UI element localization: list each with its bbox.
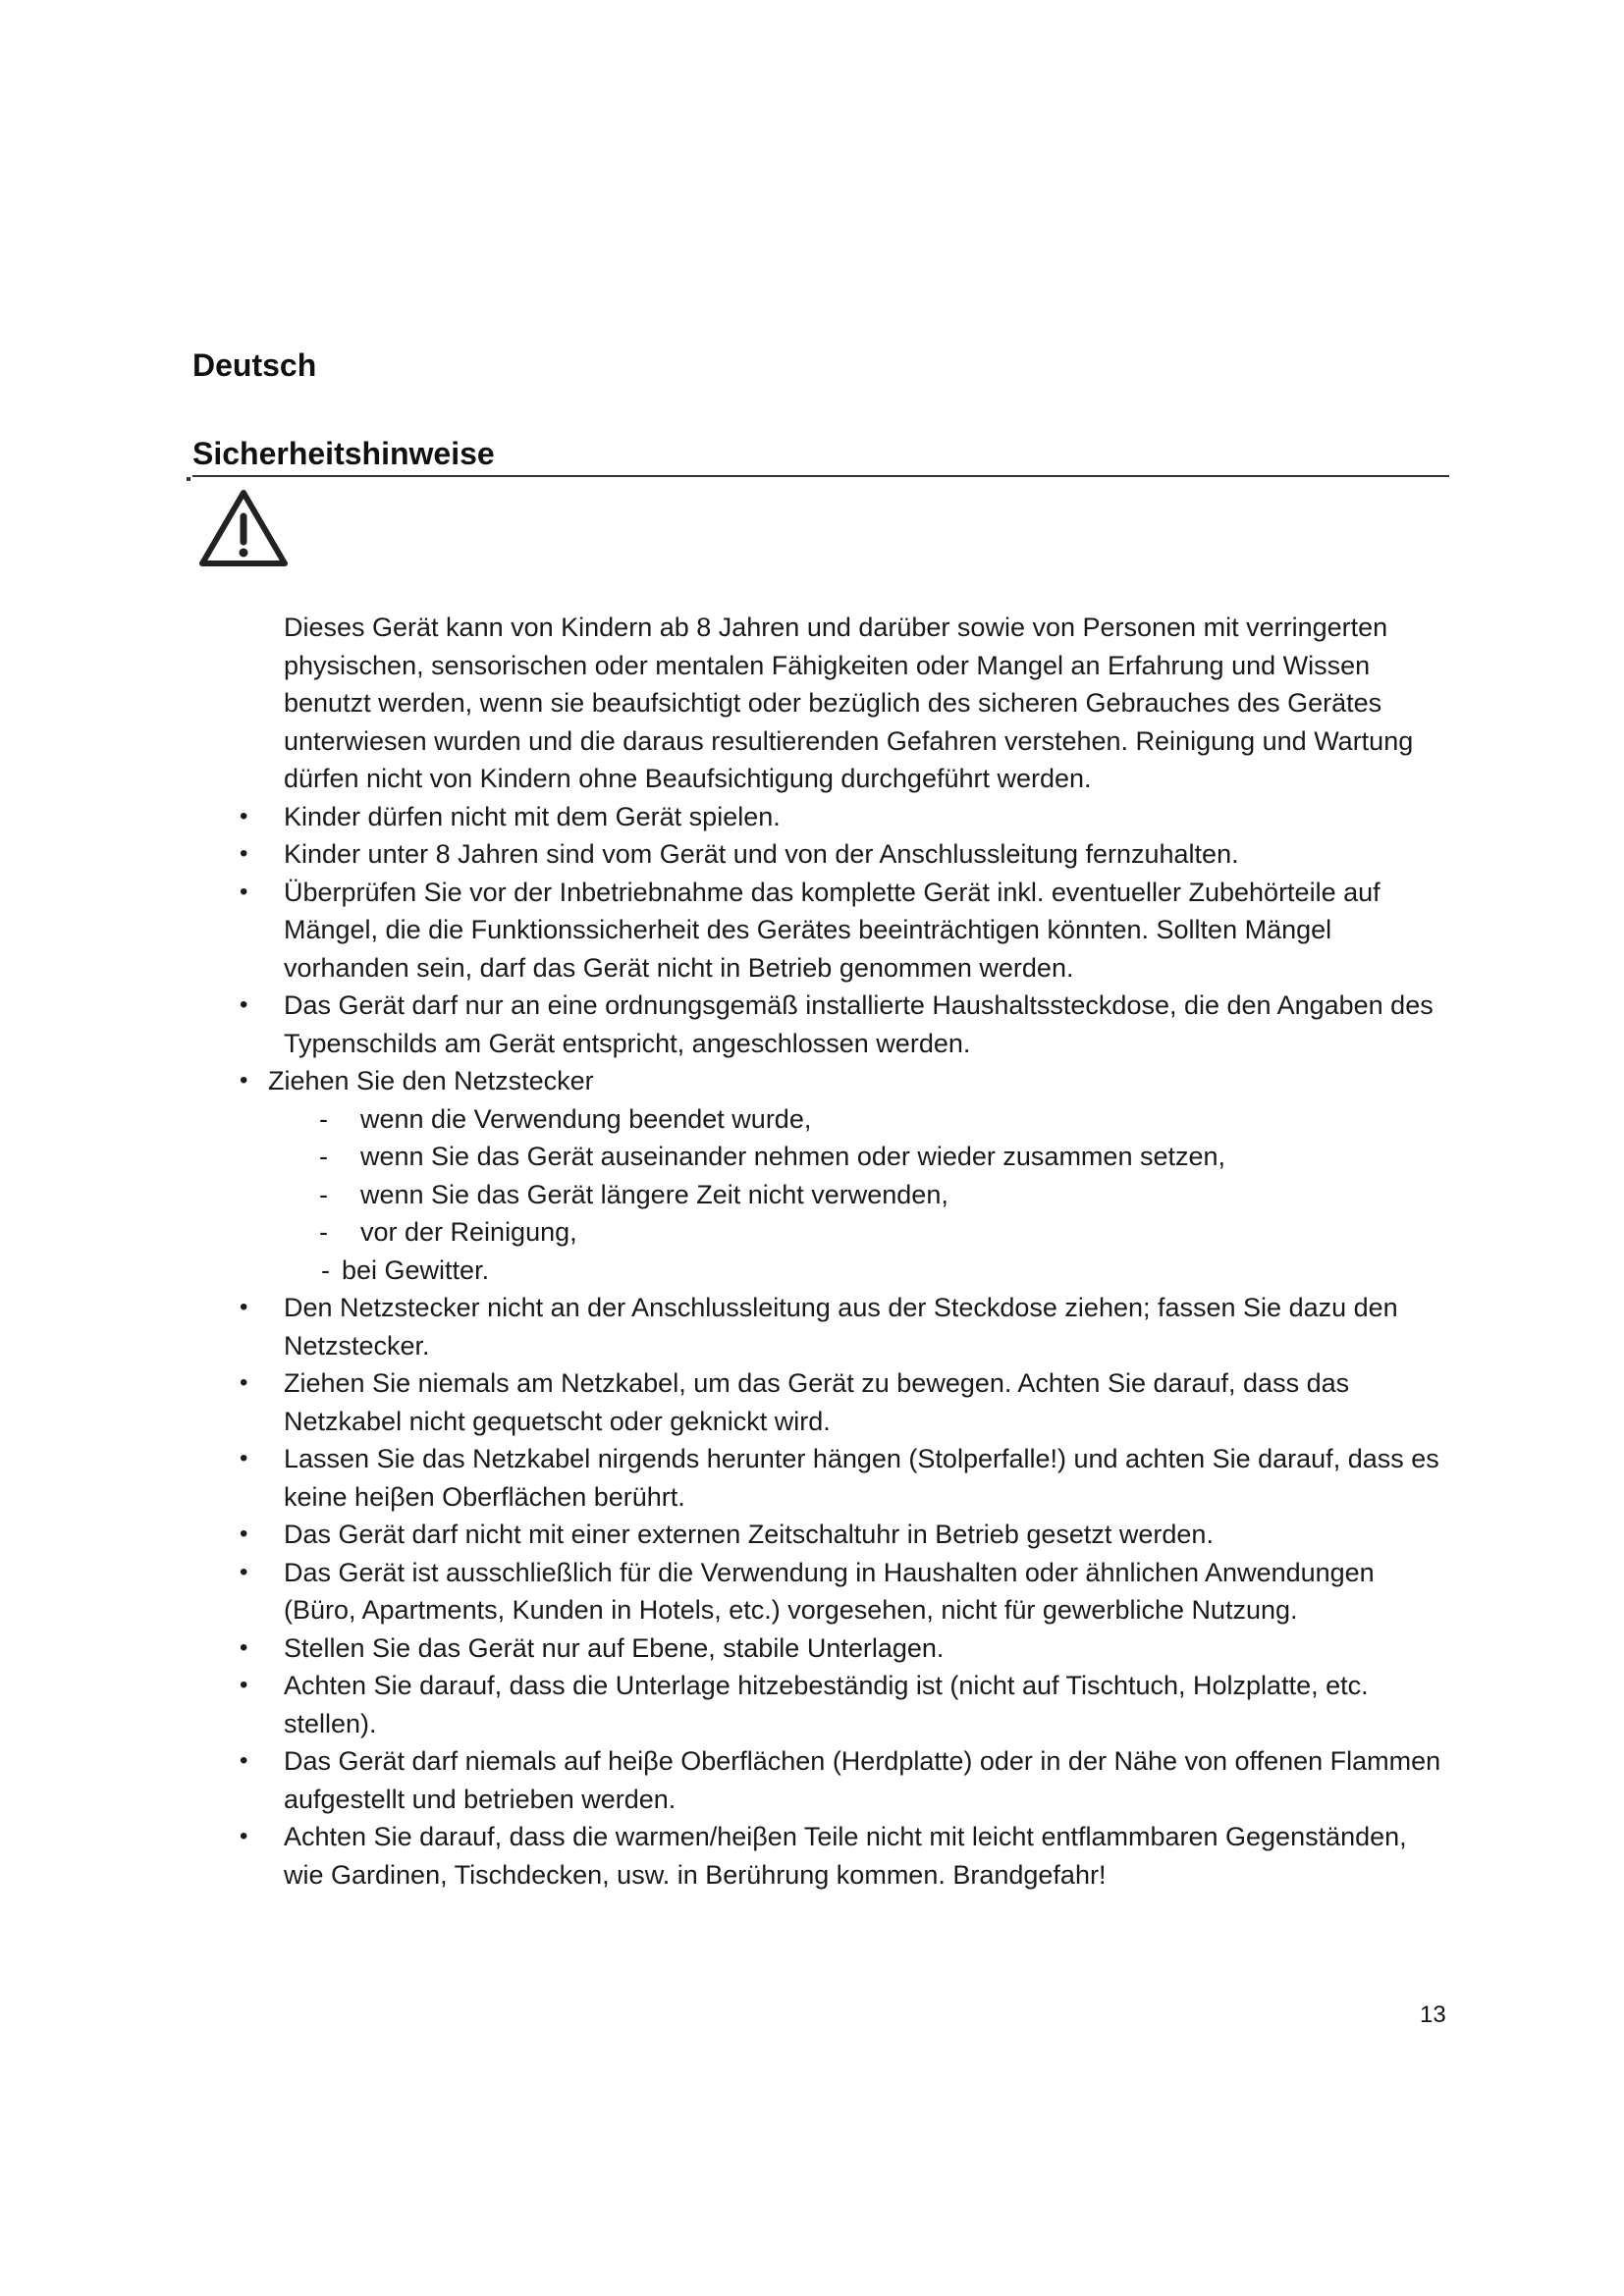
list-item xyxy=(236,1629,1453,1668)
list-item-text: Ziehen Sie den Netzstecker xyxy=(268,1066,594,1095)
dash-marker: - xyxy=(319,1103,328,1134)
bullet-icon: • xyxy=(240,1369,248,1396)
bullet-icon: • xyxy=(240,1445,248,1471)
sub-list-item xyxy=(268,1176,1453,1214)
language-heading: Deutsch xyxy=(192,347,317,383)
bullet-icon: • xyxy=(240,1521,248,1547)
list-item xyxy=(236,798,1453,836)
bullet-icon: • xyxy=(240,1294,248,1320)
list-item-text: Den Netzstecker nicht an der Anschlussleitung aus der Steckdose ziehen; fassen Sie dazu den Netzstecker. xyxy=(284,1293,1398,1361)
list-item xyxy=(236,1667,1453,1742)
list-item-unplug xyxy=(236,1062,1453,1289)
intro-paragraph: Dieses Gerät kann von Kindern ab 8 Jahren und darüber sowie von Personen mit verringerten physischen, sensorischen oder mentalen Fähigkeiten oder Mangel an Erfahrung und Wissen benutzt werden, wenn sie beaufsichtigt oder bezüglich des sicheren Gebrauches des Gerätes unterwiesen wurden und die daraus resultierenden Gefahren verstehen. Reinigung und Wartung dürfen nicht von Kindern ohne Beaufsichtigung durchgeführt werden. xyxy=(284,613,1414,793)
sub-list-item xyxy=(268,1100,1453,1139)
sub-list-item xyxy=(268,1138,1453,1176)
list-item xyxy=(236,1742,1453,1818)
list-item-text: Kinder dürfen nicht mit dem Gerät spielen. xyxy=(284,801,781,831)
list-item xyxy=(236,1554,1453,1629)
divider-tick xyxy=(187,477,190,481)
sub-list-item-text: wenn die Verwendung beendet wurde, xyxy=(360,1103,812,1134)
bullet-icon: • xyxy=(240,991,248,1018)
list-item-text: Achten Sie darauf, dass die Unterlage hitzebeständig ist (nicht auf Tischtuch, Holzplatte, etc. stellen). xyxy=(284,1671,1369,1738)
list-item xyxy=(236,1364,1453,1440)
dash-marker: - xyxy=(319,1179,328,1209)
sub-list-item xyxy=(268,1252,1453,1290)
list-item xyxy=(236,1440,1453,1516)
warning-triangle-icon xyxy=(196,487,291,569)
list-item xyxy=(236,1289,1453,1364)
unplug-cases-list xyxy=(268,1100,1453,1290)
sub-list-item-text: wenn Sie das Gerät auseinander nehmen oder wieder zusammen setzen, xyxy=(360,1142,1226,1171)
bullet-icon: • xyxy=(240,1633,248,1661)
list-item-text: Achten Sie darauf, dass die warmen/heiβen Teile nicht mit leicht entflammbaren Gegenständen, wie Gardinen, Tischdecken, usw. in Berührung kommen. Brandgefahr! xyxy=(284,1822,1407,1890)
safety-instructions xyxy=(236,609,1453,1894)
list-item-text: Ziehen Sie niemals am Netzkabel, um das Gerät zu bewegen. Achten Sie darauf, dass das Netzkabel nicht gequetscht oder geknickt wird. xyxy=(284,1368,1350,1436)
dash-marker: - xyxy=(319,1217,328,1247)
list-item-text: Lassen Sie das Netzkabel nirgends herunter hängen (Stolperfalle!) und achten Sie darauf, dass es keine heiβen Oberflächen berührt. xyxy=(284,1444,1439,1512)
list-item-text: Das Gerät darf niemals auf heiβe Oberflächen (Herdplatte) oder in der Nähe von offenen Flammen aufgestellt und betrieben werden. xyxy=(284,1746,1441,1814)
bullet-icon: • xyxy=(240,1558,248,1585)
list-item-text: Das Gerät ist ausschließlich für die Verwendung in Haushalten oder ähnlichen Anwendungen (Büro, Apartments, Kunden in Hotels, etc.) vorgesehen, nicht für gewerbliche Nutzung. xyxy=(284,1557,1375,1625)
bullet-icon: • xyxy=(240,802,248,829)
list-item xyxy=(236,987,1453,1062)
dash-marker: - xyxy=(319,1142,328,1171)
sub-list-item-text: vor der Reinigung, xyxy=(360,1217,577,1247)
list-item-text: Kinder unter 8 Jahren sind vom Gerät und von der Anschlussleitung fernzuhalten. xyxy=(284,839,1239,869)
safety-list xyxy=(236,798,1453,1895)
list-item xyxy=(236,874,1453,988)
list-item xyxy=(236,1818,1453,1894)
list-item-text: Das Gerät darf nicht mit einer externen Zeitschaltuhr in Betrieb gesetzt werden. xyxy=(284,1520,1214,1549)
list-item-text: Das Gerät darf nur an eine ordnungsgemäß installierte Haushaltssteckdose, die den Angaben des Typenschilds am Gerät entspricht, angeschlossen werden. xyxy=(284,990,1434,1058)
bullet-icon: • xyxy=(240,1747,248,1774)
sub-list-item xyxy=(268,1213,1453,1252)
list-item xyxy=(236,1516,1453,1554)
list-item-text: Überprüfen Sie vor der Inbetriebnahme das komplette Gerät inkl. eventueller Zubehörteile auf Mängel, die die Funktionssicherheit des Gerätes beeinträchtigen könnten. Sollten Mängel vorhanden sein, darf das Gerät nicht in Betrieb genommen werden. xyxy=(284,877,1380,983)
section-heading: Sicherheitshinweise xyxy=(192,436,495,471)
bullet-icon: • xyxy=(240,1067,248,1094)
list-item xyxy=(236,835,1453,874)
list-item-text: Stellen Sie das Gerät nur auf Ebene, stabile Unterlagen. xyxy=(284,1632,945,1663)
bullet-icon: • xyxy=(240,878,248,905)
sub-list-item-text: bei Gewitter. xyxy=(342,1255,490,1285)
sub-list-item-text: wenn Sie das Gerät längere Zeit nicht verwenden, xyxy=(360,1179,948,1209)
bullet-icon: • xyxy=(240,1672,248,1698)
page-number: 13 xyxy=(1420,2002,1446,2028)
dash-marker: - xyxy=(321,1255,330,1285)
bullet-icon: • xyxy=(240,1823,248,1849)
section-divider xyxy=(192,475,1449,477)
bullet-icon: • xyxy=(240,840,248,867)
